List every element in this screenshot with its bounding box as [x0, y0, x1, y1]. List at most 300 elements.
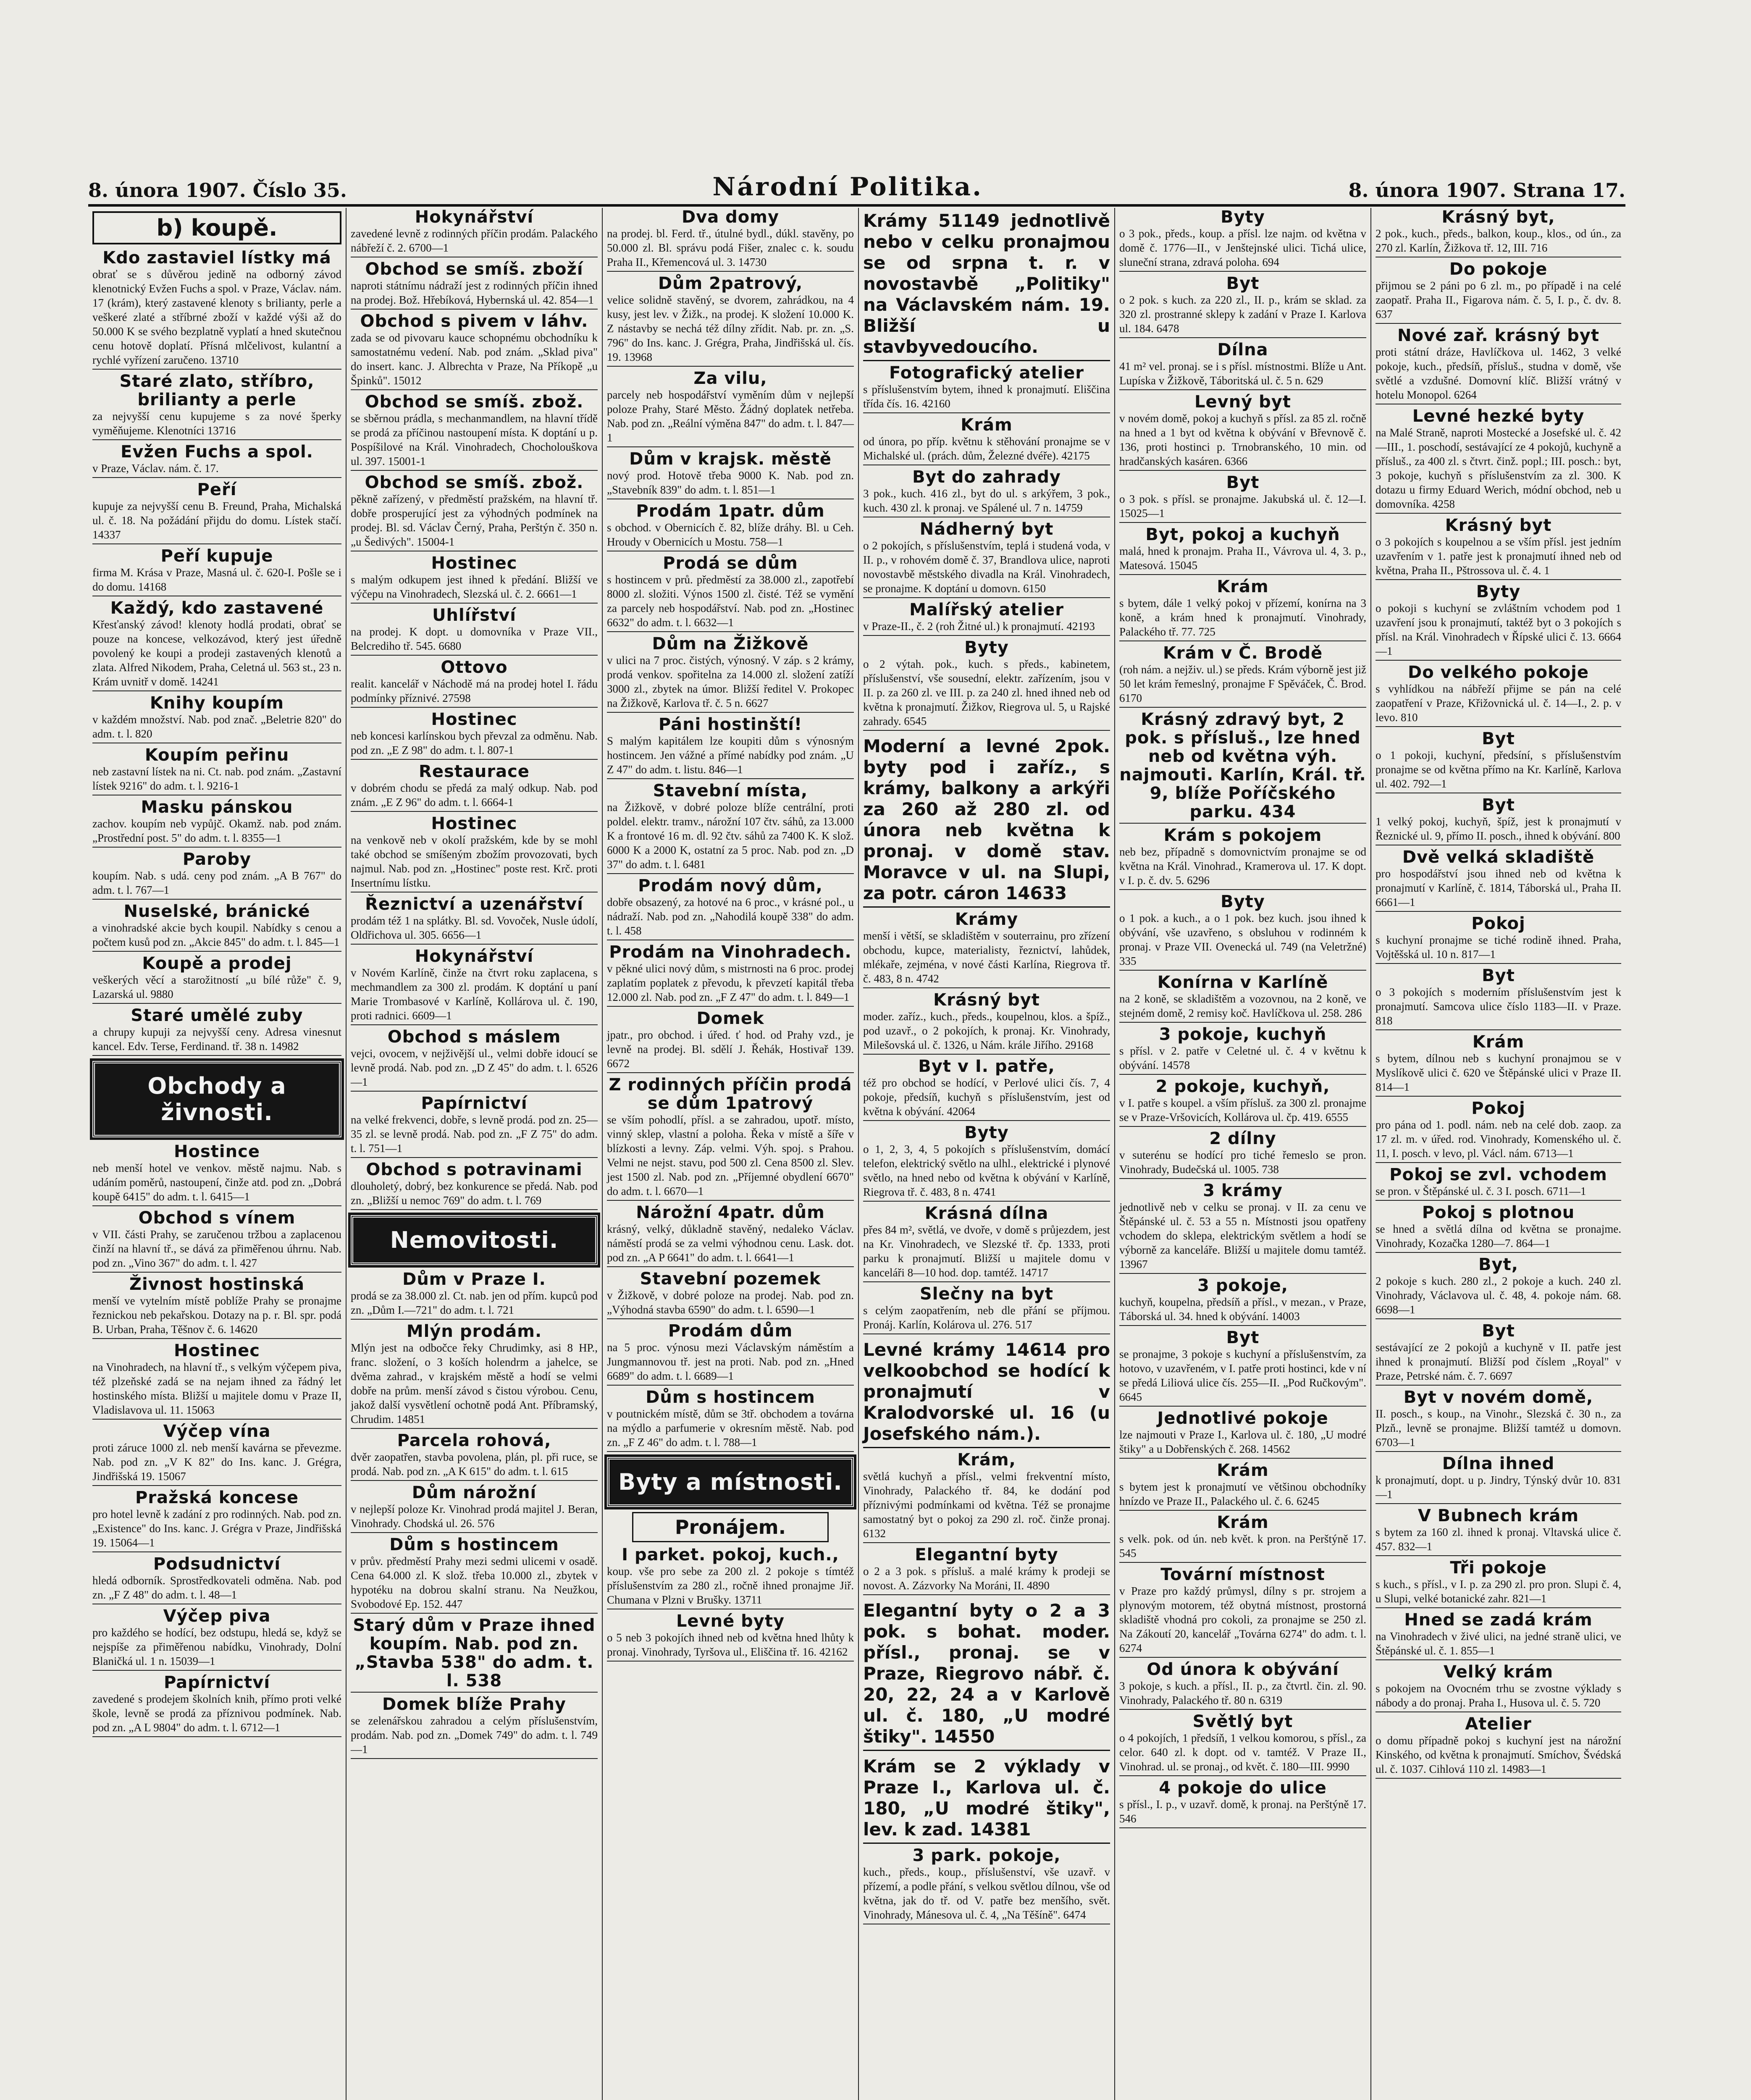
section-banner: Byty a místnosti. — [607, 1457, 854, 1507]
ad-headline: Obchod se smíš. zbož. — [365, 473, 584, 492]
ad-headline: Od února k obývání — [1147, 1660, 1339, 1679]
display-advert: Krámy 51149 jednotlivě nebo v celku pronajmou se od srpna t. r. v novostavbě „Politiky" na Václavském nám. 19. Bližší u stavbyvedoucího. — [863, 208, 1110, 361]
classified-ad — [607, 1270, 854, 1319]
classified-ad — [1376, 1166, 1621, 1201]
ad-headline: Dům na Žižkově — [652, 634, 809, 654]
ad-body: v Novém Karlíně, činže na čtvrt roku zaplacena, s mechmandlem za 300 zl. prodám. K doptání u paní Marie Trombasové v Karlíně, Kollárova ul. č. 190, proti radnici. 6609—1 — [351, 966, 598, 1022]
ad-headline: Dílna ihned — [1442, 1454, 1555, 1473]
ad-headline: Byty — [1221, 208, 1265, 227]
classified-ad — [1119, 1328, 1366, 1407]
classified-ad — [92, 1006, 341, 1056]
ad-body: o 2 pok. s kuch. za 220 zl., II. p., krám se sklad. za 320 zl. prostranné sklepy k zadání v Praze I. Karlova ul. 184. 6478 — [1119, 294, 1366, 335]
classified-ad — [351, 1094, 598, 1158]
ad-headline: Staré zlato, stříbro, brilianty a perle — [119, 372, 315, 410]
classified-ad — [92, 1555, 341, 1604]
ad-headline: Dům nárožní — [412, 1483, 537, 1502]
ad-body: se pronajme, 3 pokoje s kuchyní a příslušenstvím, za hotovo, v uzavřeném, v I. patře proti hostinci, kde v ní se předá Liliová ulice čís. 255—II. „Pod Ručkovým". 6645 — [1119, 1348, 1366, 1403]
ad-headline: Dvě velká skladiště — [1402, 848, 1595, 867]
ad-headline: Dva domy — [681, 208, 780, 227]
ad-headline: Byt v I. patře, — [918, 1057, 1055, 1076]
classified-ad — [607, 635, 854, 713]
ad-headline: Hokynářství — [415, 208, 534, 227]
ad-body: s malým odkupem jest ihned k předání. Bližší ve výčepu na Vinohradech, Slezská ul. č. 2. 6661—1 — [351, 573, 598, 600]
ad-body: se pron. v Štěpánské ul. č. 3 I. posch. 6711—1 — [1376, 1185, 1586, 1197]
ad-headline: Hostince — [174, 1142, 260, 1161]
ad-headline: Restaurace — [419, 762, 530, 781]
ad-headline: 2 dílny — [1209, 1129, 1276, 1148]
ad-body: koupím. Nab. s udá. ceny pod znám. „A B 767" do adm. t. l. 767—1 — [92, 869, 341, 896]
classified-ad — [607, 1322, 854, 1386]
classified-ad — [1376, 326, 1621, 404]
ad-headline: Dům s hostincem — [646, 1388, 815, 1407]
classified-ad — [92, 1142, 341, 1206]
classified-ad — [607, 782, 854, 874]
classified-ad — [1376, 1454, 1621, 1504]
ad-headline: Levný byt — [1194, 392, 1291, 412]
ad-headline: Ottovo — [441, 658, 508, 677]
classified-ad — [351, 260, 598, 310]
ad-body: 2 pokoje s kuch. 280 zl., 2 pokoje a kuch. 240 zl. Vinohrady, Václavova ul. č. 48, 4. pokoje nám. 68. 6698—1 — [1376, 1275, 1621, 1316]
ad-body: v Praze-II., č. 2 (roh Žitné ul.) k pronajmutí. 42193 — [863, 620, 1095, 633]
ad-body: v novém domě, pokoj a kuchyň s přísl. za 85 zl. ročně na hned a 1 byt od května k obývání v Břevnově č. 136, proti hostinci p. Trnobranského, 10 min. od hradčanských kasáren. 6366 — [1119, 412, 1366, 467]
classified-ad — [1119, 1129, 1366, 1179]
ad-body: menší i větší, se skladištěm v souterrainu, pro zřízení obchodu, kupce, materialisty, řeznictví, lahůdek, mlékaře, zejména, v nové části Karlína, Riegrova tř. č. 483, 8 n. 4742 — [863, 929, 1110, 985]
ad-headline: Obchod se smíš. zbož. — [365, 392, 584, 412]
ad-headline: Domek blíže Prahy — [382, 1695, 566, 1714]
classified-ad — [351, 473, 598, 551]
column-3 — [603, 208, 859, 2100]
classified-ad — [351, 1616, 598, 1693]
classified-ad — [351, 312, 598, 390]
ad-headline: Do velkého pokoje — [1407, 663, 1589, 682]
ad-body: o domu případně pokoj s kuchyní jest na nárožní Kinského, od května k pronajmutí. Smíchov, Švédská ul. č. 1037. Cihlová 110 zl. 14983—1 — [1376, 1734, 1621, 1775]
ad-headline: Prodám 1patr. dům — [636, 501, 825, 521]
ad-body: s velk. pok. od ún. neb květ. k pron. na Perštýně 17. 545 — [1119, 1533, 1366, 1559]
classified-ad — [351, 1536, 598, 1614]
classified-ad — [863, 910, 1110, 988]
classified-ad — [607, 1388, 854, 1452]
ad-headline: V Bubnech krám — [1418, 1506, 1579, 1525]
ad-headline: 3 krámy — [1203, 1181, 1283, 1200]
ad-headline: Byt v novém domě, — [1403, 1388, 1593, 1407]
ad-body: v ulici na 7 proc. čistých, výnosný. V záp. s 2 krámy, prodá venkov. spořitelna za 14.000 zl. složení zatíží 3000 zl., zbytek na úmor. Bližší ředitel V. Prokopec na Žižkově, Karlova tř. č. 5 n. 6627 — [607, 654, 854, 709]
ad-body: v Žižkově, v dobré poloze na prodej. Nab. pod zn. „Výhodná stavba 6590" do adm. t. l. 6590—1 — [607, 1289, 854, 1316]
ad-headline: Každý, kdo zastavené — [110, 598, 324, 618]
ad-body: velice solidně stavěný, se dvorem, zahrádkou, na 4 kusy, jest lev. v Žižk., na prodej. K složení 10.000 K. Z nástavby se nechá též dílny zřídit. Nab. pr. zn. „S. 796" do Ins. kanc. J. Grégra, Praha, Jindřišská ul. čís. 19. 13968 — [607, 294, 854, 363]
classified-ad — [1119, 274, 1366, 338]
ad-headline: Malířský atelier — [909, 600, 1064, 620]
ad-headline: Byty — [964, 1123, 1009, 1142]
classified-ad — [607, 502, 854, 551]
ad-headline: Paroby — [182, 850, 252, 869]
ad-headline: Za vilu, — [693, 369, 767, 388]
ad-body: v každém množství. Nab. pod znač. „Beletrie 820" do adm. t. l. 820 — [92, 713, 341, 740]
classified-ad — [1376, 1559, 1621, 1608]
classified-ad — [1119, 1565, 1366, 1658]
ad-body: S malým kapitálem lze koupiti dům s výnosným hostincem. Jen vážné a přímé nabídky pod znám. „U Z 47" do adm. t. listu. 846—1 — [607, 735, 854, 776]
ad-body: Křesťanský závod! klenoty hodlá prodati, obrať se pouze na koncese, velkozávod, který jest úředně povolený ke koupi a prodeji zastavených klenotů a zlata. Alfred Nikodem, Praha, Celetná ul. 563 st., 23 n. Krám uvnitř v domě. 14241 — [92, 618, 341, 688]
ad-body: v prův. předměstí Prahy mezi sedmi ulicemi v osadě. Cena 64.000 zl. K slož. třeba 10.000 zl., zbytek v hypotéku na dobrou skalní stranu. Na Neužkou, Svobodové Ep. 152. 447 — [351, 1555, 598, 1610]
classified-ad — [863, 1057, 1110, 1121]
ad-headline: Hostinec — [431, 814, 517, 833]
ad-body: pro každého se hodící, bez odstupu, hledá se, když se nejspíše za přiměřenou nabídku, Vinohrady, Dolní Blaničká ul. 1 n. 15039—1 — [92, 1626, 341, 1667]
ad-body: o 3 pok., předs., koup. a přísl. lze najm. od května v domě č. 1776—II., v Jenštejnské ulici. Tichá ulice, sluneční strana, zdravá poloha. 694 — [1119, 227, 1366, 268]
ad-body: na venkově neb v okolí pražském, kde by se mohl také obchod se smíšeným zbožím provozovati, bych najmul. Nab. pod zn. „Hostinec" poste rest. Krč. proti Insertnímu lístku. — [351, 834, 598, 889]
classified-ad — [863, 638, 1110, 731]
classified-ad — [1376, 1203, 1621, 1253]
classified-ad — [351, 1695, 598, 1759]
ad-body: moder. zaříz., kuch., předs., koupelnou, klos. a špíž., pod uzavř., o 2 pokojích, k pronaj. Kr. Vinohrady, Milešovská ul. č. 1326, u Nám. krále Jiřího. 29168 — [863, 1010, 1110, 1051]
ad-headline: Obchod s máslem — [387, 1027, 561, 1047]
page-header — [88, 168, 1625, 207]
ad-headline: Dům s hostincem — [389, 1535, 559, 1554]
classified-ad — [1376, 1388, 1621, 1452]
ad-body: vejci, ovocem, v nejživější ul., velmi dobře idoucí se levně prodá. Nab. pod zn. „D Z 45" do adm. t. l. 6526—1 — [351, 1047, 598, 1088]
ad-headline: Krámy — [955, 910, 1019, 929]
section-heading: b) koupě. — [92, 211, 341, 244]
ad-headline: Nárožní 4patr. dům — [636, 1203, 825, 1222]
classified-ad — [1376, 663, 1621, 727]
ad-body: na Malé Straně, naproti Mostecké a Josefské ul. č. 42—III., 1. poschodí, sestávající ze 4 pokojů, kuchyně a přísluš., za 400 zl. s čtvrt. činž. popl.; III. posch.: byt, 3 pokoje, kuchyň s příslušenstvím za zl. 300. K dotazu u firmy Eduard Werich, módní obchod, neb u domovníka. 4258 — [1376, 426, 1621, 510]
ad-body: s příslušenstvím bytem, ihned k pronajmutí. Eliščina třída čís. 16. 42160 — [863, 383, 1110, 410]
classified-ad — [92, 1607, 341, 1671]
ad-headline: Výčep vína — [163, 1422, 271, 1441]
classified-ad — [351, 554, 598, 604]
ad-headline: Nové zař. krásný byt — [1397, 326, 1599, 345]
ad-headline: Koupím peřinu — [144, 746, 289, 765]
ad-headline: Prodám dům — [668, 1321, 793, 1341]
classified-ad — [607, 1009, 854, 1073]
column-2 — [347, 208, 603, 2100]
classified-ad — [1119, 1513, 1366, 1563]
classified-ad — [351, 606, 598, 656]
ad-headline: Prodám nový dům, — [638, 876, 823, 895]
ad-headline: Mlýn prodám. — [406, 1322, 542, 1341]
ad-body: též pro obchod se hodící, v Perlové ulici čís. 7, 4 pokoje, předsíň, kuchyň s příslušenstvím, jest od května k obývání. 42064 — [863, 1076, 1110, 1118]
ad-headline: 3 park. pokoje, — [912, 1846, 1061, 1865]
ad-headline: Krásný zdravý byt, 2 pok. s přísluš., lze hned neb od května výh. najmouti. Karlín, Král. tř. 9, blíže Poříčského parku. 434 — [1119, 710, 1366, 822]
ad-headline: Pokoj — [1471, 1099, 1525, 1118]
ad-body: zachov. koupím neb vypůjč. Okamž. nab. pod znám. „Prostřední post. 5" do adm. t. l. 8355—1 — [92, 817, 341, 844]
classified-ad — [863, 1204, 1110, 1282]
ad-body: o 3 pok. s přísl. se pronajme. Jakubská ul. č. 12—I. 15025—1 — [1119, 493, 1366, 520]
classified-ad — [1119, 1077, 1366, 1127]
section-banner: Obchody a živnosti. — [92, 1061, 341, 1137]
classified-ad — [351, 947, 598, 1025]
ad-body: v suterénu se hodící pro tiché řemeslo se pron. Vinohrady, Budečská ul. 1005. 738 — [1119, 1149, 1366, 1176]
classified-ad — [1119, 826, 1366, 890]
ad-body: se sběrnou prádla, s mechanmandlem, na hlavní třídě se prodá za příčinou nastoupení místa. K doptání u p. Pospíšilové na Král. Vinohradech, Chocholouškova ul. 397. 15001-1 — [351, 412, 598, 467]
ad-body: sestávající ze 2 pokojů a kuchyně v II. patře jest ihned k pronajmutí. Bližší pod číslem „Royal" v Praze, Petrské nám. č. 7. 6697 — [1376, 1341, 1621, 1382]
ad-headline: Byt — [1226, 473, 1260, 492]
ad-headline: 2 pokoje, kuchyň, — [1155, 1077, 1330, 1096]
ad-headline: I parket. pokoj, kuch., — [622, 1545, 839, 1564]
ad-body: firma M. Krása v Praze, Masná ul. č. 620-I. Pošle se i do domu. 14168 — [92, 566, 341, 593]
ad-headline: Peří — [197, 480, 237, 499]
ad-headline: Pokoj s plotnou — [1422, 1203, 1575, 1222]
ad-body: s vyhlídkou na nábřeží přijme se pán na celé zaopatření v Praze, Křižovnická ul. č. 14—I., 2. p. v levo. 810 — [1376, 682, 1621, 724]
ad-body: 3 pok., kuch. 416 zl., byt do ul. s arkýřem, 3 pok., kuch. 430 zl. k pronaj. ve Spálené ul. 7 n. 14759 — [863, 487, 1110, 514]
ad-headline: Byt — [1482, 1321, 1515, 1341]
ad-body: a chrupy kupuji za nejvyšší ceny. Adresa vinesnut kancel. Edv. Terse, Ferdinand. tř. 38 n. 14982 — [92, 1026, 341, 1053]
classified-ad — [607, 369, 854, 447]
ad-headline: Byt — [1482, 729, 1515, 748]
ad-body: na Vinohradech v živé ulici, na jedné straně ulici, ve Štěpánské ul. č. 1. 855—1 — [1376, 1630, 1621, 1657]
ad-headline: Pokoj — [1471, 914, 1525, 933]
classified-ad — [351, 1270, 598, 1320]
ad-body: o 1, 2, 3, 4, 5 pokojích s příslušenstvím, domácí telefon, elektrický světlo na ulhl., elektrické i plynové světlo, na hned nebo od května k obývání v Karlíně, Riegrova tř. č. 483, 8 n. 4741 — [863, 1143, 1110, 1198]
ad-headline: Krám — [1217, 1461, 1269, 1480]
ad-headline: Prodá se dům — [663, 554, 798, 573]
ad-headline: Evžen Fuchs a spol. — [121, 442, 313, 462]
classified-ad — [863, 1546, 1110, 1595]
ad-body: o 3 pokojích s koupelnou a se vším přísl. jest jedním uzavřením v 1. patře jest k pronajmutí ihned neb od května, Praha II., Pštrossova ul. č. 4. 1 — [1376, 536, 1621, 577]
ad-headline: Byty — [1476, 582, 1521, 601]
classified-ad — [1376, 1099, 1621, 1163]
ad-body: s kuchyní pronajme se tiché rodině ihned. Praha, Vojtěšská ul. 10 n. 817—1 — [1376, 934, 1621, 961]
ad-body: v poutnickém místě, dům se 3tř. obchodem a továrna na mýdlo a parfumerie v okresním městě. Nab. pod zn. „F Z 46" do adm. t. l. 788—1 — [607, 1407, 854, 1449]
ad-body: v dobrém chodu se předá za malý odkup. Nab. pod znám. „E Z 96" do adm. t. l. 6664-1 — [351, 782, 598, 808]
ad-headline: Dům v krajsk. městě — [629, 449, 832, 469]
ad-body: s přísl. v 2. patře v Celetné ul. č. 4 v květnu k obývání. 14578 — [1119, 1045, 1366, 1071]
ad-body: o 3 pokojích s moderním příslušenstvím jest k pronajmutí. Samcova ulice číslo 1183—II. v Praze. 818 — [1376, 986, 1621, 1027]
ad-body: proti záruce 1000 zl. neb menší kavárna se převezme. Nab. pod zn. „V K 82" do Ins. kanc. J. Grégra, Jindřišská 19. 15067 — [92, 1441, 341, 1483]
ad-headline: Hostinec — [431, 710, 517, 729]
ad-headline: Krám — [1217, 1513, 1269, 1532]
ad-headline: Levné hezké byty — [1412, 407, 1585, 426]
classified-ad — [1376, 208, 1621, 257]
classified-ad — [1376, 1611, 1621, 1660]
ad-body: v pěkné ulici nový dům, s mistrnosti na 6 proc. prodej zaplatím poplatek z převodu, k převzetí kapitál třeba 12.000 zl. Nab. pod zn. „F Z 47" do adm. t. l. 849—1 — [607, 962, 854, 1003]
ad-body: obrať se s důvěrou jedině na odborný závod klenotnický Evžen Fuchs a spol. v Praze, Václav. nám. 17 (krám), který zastavené klenoty s brilianty, perle a veškeré zlaté a stříbrné zboží v každé výši až do 50.000 K se svého bezplatně vyplatí a hned skutečnou cenu hotově doplatí. Přísná mlčelivost, kulantní a rychlé vyřízení zaručeno. 13710 — [92, 268, 341, 366]
classified-ad — [92, 1422, 341, 1486]
ad-headline: Masku pánskou — [141, 798, 293, 817]
ad-headline: Krám — [1472, 1032, 1525, 1052]
ad-body: na prodej. K dopt. u domovníka v Praze VII., Belcrediho tř. 545. 6680 — [351, 625, 598, 652]
ad-headline: Levné byty — [676, 1612, 785, 1631]
ad-headline: Řeznictví a uzenářství — [365, 895, 583, 914]
ad-body: 3 pokoje, s kuch. a přísl., II. p., za čtvrtl. čin. zl. 90. Vinohrady, Palackého tř. 80 n. 6319 — [1119, 1680, 1366, 1706]
ad-body: v VII. části Prahy, se zaručenou tržbou a zaplacenou činží na hlavní tř., se dává za přiměřenou úhrnu. Nab. pod zn. „Vino 367" do adm. t. l. 427 — [92, 1228, 341, 1269]
classified-ad — [1376, 914, 1621, 964]
ad-body: a vinohradské akcie bych koupil. Nabídky s cenou a počtem kusů pod zn. „Akcie 845" do adm. t. l. 845—1 — [92, 921, 341, 948]
classified-ad — [863, 1846, 1110, 1924]
classified-ad — [92, 1673, 341, 1737]
ad-body: proti státní dráze, Havlíčkova ul. 1462, 3 velké pokoje, kuch., předsíň, přísluš., studna v domě, vše světlé a vzdušné. Domovní klíč. Bližší vrátný v hotelu Monopol. 6264 — [1376, 346, 1621, 401]
ad-headline: Prodám na Vinohradech. — [609, 942, 852, 962]
ad-headline: Hostinec — [431, 554, 517, 573]
ad-headline: Byt, pokoj a kuchyň — [1145, 525, 1340, 544]
classified-ad — [351, 208, 598, 257]
ad-body: parcely neb hospodářství vyměním dům v nejlepší poloze Prahy, Staré Město. Žádný doplatek netřeba. Nab. pod zn. „Reální výměna 847" do adm. t. l. 847—1 — [607, 388, 854, 444]
ad-headline: Tovární místnost — [1160, 1565, 1325, 1584]
classified-ad — [351, 1160, 598, 1210]
ad-body: o 4 pokojích, 1 předsíň, 1 velkou komorou, s přísl., za celor. 640 zl. k dopt. od v. tamtéž. V Praze II., Vinohrad. ul. se pronaj., od květ. č. 180—III. 9990 — [1119, 1732, 1366, 1773]
classified-ad — [1119, 473, 1366, 523]
classified-ad — [351, 1431, 598, 1481]
classified-ad — [1119, 1409, 1366, 1459]
ad-headline: Dům 2patrový, — [658, 274, 803, 293]
ad-body: v nejlepší poloze Kr. Vinohrad prodá majitel J. Beran, Vinohrady. Chodská ul. 26. 576 — [351, 1503, 598, 1530]
classified-ad — [1119, 1712, 1366, 1776]
ad-body: o 5 neb 3 pokojích ihned neb od května hned lhůty k pronaj. Vinohrady, Tyršova ul., Eliščina tř. 16. 42162 — [607, 1631, 854, 1658]
ad-headline: Dílna — [1217, 340, 1268, 360]
classified-ad — [1376, 516, 1621, 580]
ad-headline: Jednotlivé pokoje — [1157, 1409, 1328, 1428]
ad-body: na prodej. bl. Ferd. tř., útulné bydl., dúkl. stavěny, po 50.000 zl. Bl. správu podá Fišer, znalec c. k. soudu Praha II., Křemencová ul. 3. 14730 — [607, 227, 854, 268]
ad-headline: Obchod s pivem v láhv. — [360, 312, 588, 331]
ad-body: neb bez, případně s domovnictvím pronajme se od května na Král. Vinohrad., Kramerova ul. 17. K dopt. v I. p. č. dv. 5. 6296 — [1119, 845, 1366, 887]
ad-body: neb koncesi karlínskou bych převzal za odměnu. Nab. pod zn. „E Z 98" do adm. t. l. 807-1 — [351, 730, 598, 756]
classified-ad — [92, 480, 341, 544]
ad-headline: Krám — [961, 415, 1013, 435]
classified-ad — [863, 416, 1110, 465]
ad-headline: Krám v Č. Brodě — [1163, 643, 1323, 663]
classified-ad — [1376, 260, 1621, 324]
classified-ad — [1119, 525, 1366, 575]
ad-body: jpatr., pro obchod. i úřed. ť hod. od Prahy vzd., je levně na prodej. Bl. sdělí J. Řehák, Hostivař 139. 6672 — [607, 1029, 854, 1070]
ad-headline: Stavební pozemek — [640, 1269, 821, 1289]
ad-body: s bytem za 160 zl. ihned k pronaj. Vltavská ulice č. 457. 832—1 — [1376, 1526, 1621, 1553]
ad-headline: 4 pokoje do ulice — [1159, 1778, 1327, 1798]
ad-headline: Hokynářství — [415, 947, 534, 966]
ad-body: se hned a světlá dílna od května se pronajme. Vinohrady, Kozačka 1280—7. 864—1 — [1376, 1223, 1621, 1250]
ad-headline: Obchod se smíš. zboží — [365, 260, 583, 279]
ad-headline: Kdo zastaviel lístky má — [102, 248, 331, 268]
ad-body: k pronajmutí, dopt. u p. Jindry, Týnský dvůr 10. 831—1 — [1376, 1474, 1621, 1501]
ad-body: jednotlivě neb v celku se pronaj. v II. za cenu ve Štěpánské ul. č. 53 a 55 n. Místnosti jsou opatřeny vchodem do sklepa, elektrickým světlem a hodí se výborně za kanceláře. Bližší u majitele domu tamtéž. 13967 — [1119, 1201, 1366, 1270]
classified-ad — [1119, 341, 1366, 390]
ad-headline: Domek — [696, 1009, 764, 1028]
ad-headline: Atelier — [1465, 1714, 1532, 1734]
ad-body: (roh nám. a nejživ. ul.) se předs. Krám výborně jest již 50 let krám řemeslný, pronajme F Spěváček, Č. Brod. 6170 — [1119, 663, 1366, 704]
ad-headline: Krásná dílna — [924, 1204, 1049, 1223]
ad-headline: Z rodinných příčin prodá se dům 1patrový — [609, 1075, 852, 1113]
section-banner: Nemovitosti. — [351, 1215, 598, 1265]
ad-body: o 1 pok. a kuch., a o 1 pok. bez kuch. jsou ihned k obývání, vše uzavřeno, s obsluhou v rodinném k pronaj. v Praze VII. Ovenecká ul. 749 (na Veletržné) 335 — [1119, 912, 1366, 967]
classified-ad — [92, 547, 341, 596]
ad-body: dvěr zaopatřen, stavba povolena, plán, pl. při ruce, se prodá. Nab. pod zn. „A K 615" do adm. t. l. 615 — [351, 1451, 598, 1478]
ad-body: dlouholetý, dobrý, bez konkurence se předá. Nab. pod zn. „Bližší u nemoc 769" do adm. t. l. 769 — [351, 1180, 598, 1207]
classified-ad — [607, 450, 854, 499]
ad-body: menší ve vytelním místě poblíže Prahy se pronajme řeznickou neb pekařskou. Dotazy na p. r. Bl. spr. podá B. Urban, Praha, Těšnov č. 6. 14620 — [92, 1294, 341, 1336]
masthead-title: Národní Politika. — [712, 172, 983, 202]
ad-body: s bytem jest k pronajmutí ve většinou obchodníky hnízdo ve Praze II., Palackého ul. č. 6. 6245 — [1119, 1480, 1366, 1507]
ad-headline: Krásný byt — [933, 990, 1040, 1010]
display-advert: Elegantní byty o 2 a 3 pok. s bohat. moder. přísl., pronaj. se v Praze, Riegrovo nábř. č. 20, 22, 24 a v Karlově ul. č. 180, „U modré štiky". 14550 — [863, 1598, 1110, 1751]
ad-body: s pokojem na Ovocném trhu se zvostne výklady s nábody a do pronaj. Praha I., Husova ul. č. 5. 720 — [1376, 1682, 1621, 1709]
classified-ad — [607, 715, 854, 779]
classified-ad — [351, 710, 598, 760]
ad-body: přijmou se 2 páni po 6 zl. m., po případě i na celé zaopatř. Praha II., Figarova nám. č. 5, I. p., č. dv. 8. 637 — [1376, 279, 1621, 320]
ad-headline: Papírnictví — [421, 1094, 528, 1113]
ad-headline: Tři pokoje — [1450, 1558, 1547, 1578]
ad-body: zavedené s prodejem školních knih, přímo proti velké škole, levně se prodá za příznivou podmínek. Nab. pod zn. „A L 9804" do adm. t. l. 6712—1 — [92, 1693, 341, 1734]
classified-ad — [1119, 1779, 1366, 1828]
ad-body: od února, po příp. květnu k stěhování pronajme se v Michalské ul. (prách. dům, Železné dvéře). 42175 — [863, 435, 1110, 462]
classified-ad — [351, 658, 598, 708]
ad-body: neb zastavní lístek na ni. Ct. nab. pod znám. „Zastavní lístek 9216" do adm. t. l. 9216-1 — [92, 765, 341, 792]
classified-ad — [92, 1341, 341, 1420]
ad-headline: Byt — [1482, 966, 1515, 985]
classified-ad — [351, 814, 598, 892]
classified-ad — [92, 1275, 341, 1339]
ad-headline: Staré umělé zuby — [131, 1006, 303, 1025]
column-1 — [88, 208, 347, 2100]
classified-ad — [863, 468, 1110, 517]
subsection-heading: Pronájem. — [632, 1512, 829, 1542]
classified-ad — [351, 762, 598, 812]
classified-ad — [607, 554, 854, 632]
column-5 — [1115, 208, 1371, 2100]
ad-headline: Obchod s potravinami — [366, 1160, 583, 1179]
classified-ad — [607, 1203, 854, 1267]
ad-body: prodám též 1 na splátky. Bl. sd. Vovoček, Nusle údolí, Oldřichova ul. 305. 6656—1 — [351, 914, 598, 941]
ad-body: realit. kancelář v Náchodě má na prodej hotel I. řádu podmínky příznivé. 27598 — [351, 677, 598, 704]
ad-body: II. posch., s koup., na Vinohr., Slezská č. 30 n., za Plzň., levně se pronajme. Bližší tamtéž u domovn. 6703—1 — [1376, 1407, 1621, 1449]
ad-headline: Velký krám — [1443, 1662, 1554, 1682]
ad-headline: Byt — [1226, 274, 1260, 293]
ad-headline: Parcela rohová, — [397, 1431, 551, 1450]
ad-body: na Vinohradech, na hlavní tř., s velkým výčepem piva, též plzeňské zadá se na nejam ihned za řádný let hostinského místa. Bližší u majitele domu v Praze II, Vladislavova ul. 11. 15063 — [92, 1361, 341, 1416]
ad-headline: Hned se zadá krám — [1404, 1610, 1593, 1630]
ad-body: hledá odborník. Sprostředkovateli odměna. Nab. pod zn. „F Z 48" do adm. t. l. 48—1 — [92, 1574, 341, 1601]
ad-headline: Hostinec — [174, 1341, 260, 1360]
classified-ad — [92, 746, 341, 795]
classified-ad — [1376, 407, 1621, 514]
classified-ad — [863, 991, 1110, 1055]
classified-ad — [92, 599, 341, 691]
ad-body: na Žižkově, v dobré poloze blíže centrální, proti poldel. elektr. tramv., nárožní 107 čtv. sáhů, za 13.000 K a frontové 16 m. dl. 92 čtv. sáhů za 7400 K. K slož. 6000 K a 2000 K, ostatní za 5 proc. Nab. pod zn. „D 37" do adm. t. l. 6481 — [607, 801, 854, 871]
ad-headline: Dům v Praze I. — [402, 1270, 546, 1289]
classified-ad — [1376, 796, 1621, 845]
classified-ad — [1376, 730, 1621, 793]
classified-ad — [1376, 966, 1621, 1030]
ad-headline: Pokoj se zvl. vchodem — [1389, 1165, 1607, 1184]
classified-ad — [92, 1209, 341, 1273]
ad-body: neb menší hotel ve venkov. městě najmu. Nab. s udáním poměrů, nastoupení, činže atd. pod zn. „Dobrá koupě 6415" do adm. t. l. 6415—1 — [92, 1162, 341, 1203]
classified-ad — [351, 1028, 598, 1092]
ad-headline: Výčep piva — [163, 1606, 271, 1626]
ad-headline: Živnost hostinská — [129, 1275, 305, 1294]
ad-headline: Byt do zahrady — [912, 467, 1061, 487]
classified-ad — [1119, 973, 1366, 1023]
ad-headline: Slečny na byt — [919, 1284, 1054, 1304]
classified-ad — [1376, 1663, 1621, 1712]
display-advert: Levné krámy 14614 pro velkoobchod se hodící k pronajmutí v Kralodvorské ul. 16 (u Josefského nám.). — [863, 1337, 1110, 1448]
ad-body: zavedené levně z rodinných příčin prodám. Palackého nábřeží č. 2. 6700—1 — [351, 227, 598, 254]
classified-ad — [863, 1451, 1110, 1543]
classified-ad — [1119, 710, 1366, 824]
ad-body: za nejvyšší cenu kupujeme s za nové šperky vyměňujeme. Klenotníci 13716 — [92, 410, 341, 437]
classified-ad — [863, 1124, 1110, 1202]
classified-ad — [607, 1612, 854, 1662]
ad-body: s bytem, dále 1 velký pokoj v přízemí, konírna na 3 koně, a krám hned k pronajmutí. Vinohrady, Palackého tř. 77. 725 — [1119, 597, 1366, 638]
ad-body: se vším pohodlí, přísl. a se zahradou, upotř. místo, vinný sklep, vlastní a poloha. Řeka v místě a šíře v blízkosti a levny. Záp. velmi. Výh. spoj. s Prahou. Velmi ne nejst. stavu, pod 500 zl. Cena 8500 zl. Slev. jest 1500 zl. Nab. pod zn. „Příjemné obydlení 6670" do adm. t. l. 6670—1 — [607, 1113, 854, 1197]
classified-ad — [863, 364, 1110, 413]
header-date-page: 8. února 1907. Strana 17. — [1348, 179, 1625, 202]
ad-headline: Páni hostinští! — [658, 715, 803, 734]
classified-ad — [1119, 208, 1366, 272]
ad-body: s hostincem v prů. předměstí za 38.000 zl., zapotřebí 8000 zl. složiti. Výnos 1500 zl. čisté. Též se vymění za parcely neb hospodářství. Nab. pod zn. „Hostinec 6632" do adm. t. l. 6632—1 — [607, 573, 854, 629]
ad-body: světlá kuchyň a přísl., velmi frekventní místo, Vinohrady, Palackého tř. 84, ke dodání pod příznivými podmínkami od května. Též se pronajme samostatný byt o pokoj za 290 zl. roč. činže pronaj. 6132 — [863, 1470, 1110, 1540]
classified-ad — [351, 1322, 598, 1429]
classified-ad — [92, 1488, 341, 1552]
ad-body: pro pána od 1. podl. nám. neb na celé dob. zaop. za 17 zl. m. v úřed. rod. Vinohrady, Komenského ul. č. 11, I. posch. v levo, pl. Václ. nám. 6713—1 — [1376, 1118, 1621, 1160]
ad-body: pro hospodářství jsou ihned neb od května k pronajmutí v Karlíně, č. 1814, Táborská ul., Praha II. 6661—1 — [1376, 867, 1621, 908]
ad-body: Mlýn jest na odbočce řeky Chrudimky, asi 8 HP., franc. složení, o 3 koších holendrm a jahelce, se dvěma zahrad., v krajském městě a hodí se velmi dobře na prům. menší závod s čistou výrobou. Cenu, jakož další vysvětlení ochotně podá Ant. Příbramský, Chrudim. 14851 — [351, 1341, 598, 1425]
display-advert: Krám se 2 výklady v Praze I., Karlova ul. č. 180, „U modré štiky", lev. k zad. 14381 — [863, 1754, 1110, 1844]
